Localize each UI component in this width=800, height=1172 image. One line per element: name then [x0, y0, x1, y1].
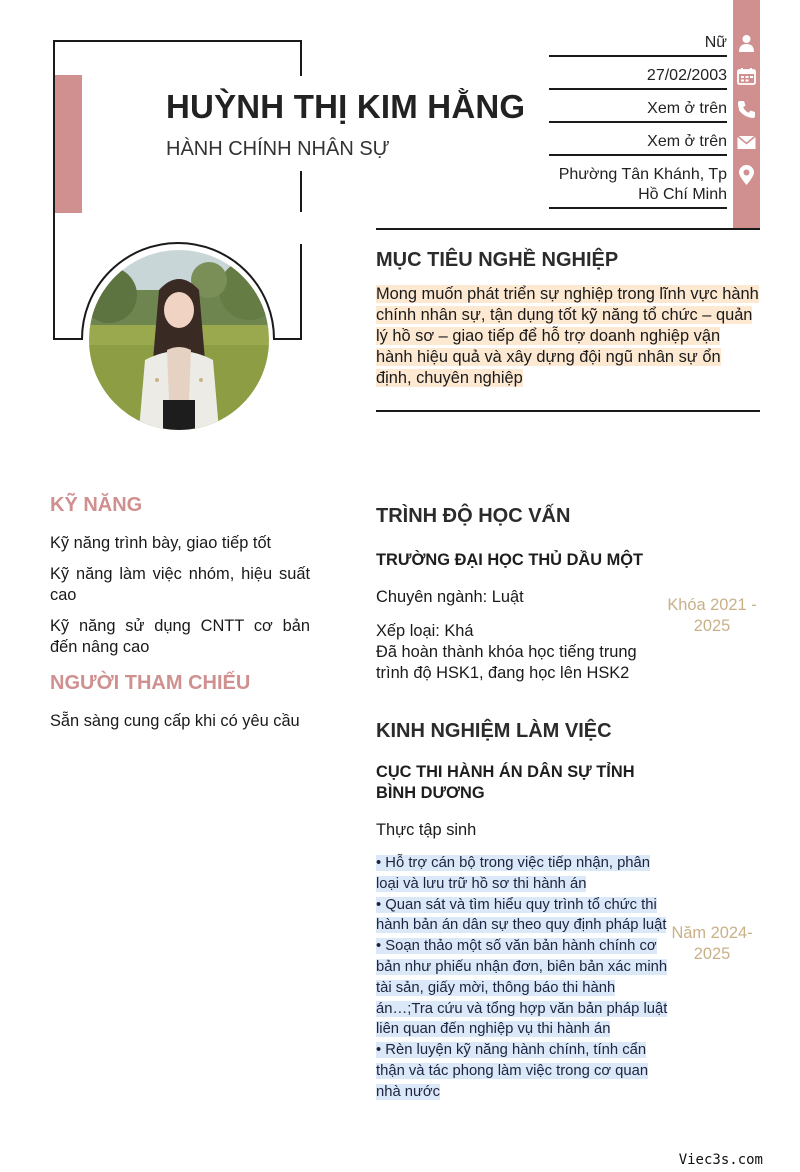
skill-item: Kỹ năng làm việc nhóm, hiệu suất cao — [50, 565, 310, 604]
objective-top-divider — [376, 228, 760, 230]
objective-bottom-divider — [376, 410, 760, 412]
experience-title: KINH NGHIỆM LÀM VIỆC — [376, 720, 612, 742]
references-text: Sẵn sàng cung cấp khi có yêu cầu — [50, 712, 300, 730]
duty-item: • Rèn luyện kỹ năng hành chính, tính cẩn thận và tác phong làm việc trong cơ quan nhà nước — [376, 1042, 649, 1100]
education-note: Đã hoàn thành khóa học tiếng trung trình độ HSK1, đang học lên HSK2 — [376, 643, 637, 682]
school-name: TRƯỜNG ĐẠI HỌC THỦ DẦU MỘT — [376, 551, 644, 569]
experience-period: Năm 2024-2025 — [671, 924, 753, 963]
skill-item: Kỹ năng trình bày, giao tiếp tốt — [50, 534, 272, 552]
phone-icon — [736, 99, 757, 120]
gender-value: Nữ — [549, 33, 727, 57]
objective-text: Mong muốn phát triển sự nghiệp trong lĩnh vực hành chính nhân sự, tận dụng tốt kỹ năng tổ chức – quản lý hồ sơ – giao tiếp để hỗ trợ doanh nghiệp vận hành hiệu quả và xây dựng đội ngũ nhân sự ổn định, chuyên nghiệp — [376, 285, 759, 387]
email-value: Xem ở trên — [549, 132, 727, 156]
location-pin-icon — [736, 165, 757, 186]
skill-item: Kỹ năng sử dụng CNTT cơ bản đến nâng cao — [50, 617, 310, 656]
avatar — [89, 250, 269, 430]
education-title: TRÌNH ĐỘ HỌC VẤN — [376, 505, 571, 527]
duty-item: • Soạn thảo một số văn bản hành chính cơ bản như phiếu nhận đơn, biên bản xác minh tài sản, giấy mời, thông báo thi hành án…;Tra cứu và tổng hợp văn bản pháp luật liên quan đến nghiệp vụ thi hành án — [376, 938, 668, 1038]
objective-title: MỤC TIÊU NGHỀ NGHIỆP — [376, 249, 619, 271]
address-value — [549, 165, 727, 209]
education-major: Chuyên ngành: Luật — [376, 588, 524, 606]
company-name: CỤC THI HÀNH ÁN DÂN SỰ TỈNH BÌNH DƯƠNG — [376, 763, 635, 802]
mail-icon — [736, 132, 757, 153]
experience-role: Thực tập sinh — [376, 821, 477, 839]
references-title: NGƯỜI THAM CHIẾU — [50, 672, 251, 694]
duty-item: • Hỗ trợ cán bộ trong việc tiếp nhận, phân loại và lưu trữ hồ sơ thi hành án — [376, 855, 650, 892]
watermark: Viec3s.com — [678, 1152, 763, 1168]
birthday-value: 27/02/2003 — [549, 66, 727, 90]
skills-title: KỸ NĂNG — [50, 494, 143, 516]
person-icon — [736, 33, 757, 54]
education-period: Khóa 2021 - 2025 — [667, 596, 757, 635]
education-grade: Xếp loại: Khá — [376, 622, 474, 640]
name-box — [150, 76, 530, 171]
candidate-name: HUỲNH THỊ KIM HẰNG — [166, 88, 526, 125]
duty-item: • Quan sát và tìm hiểu quy trình tổ chức thi hành bản án dân sự theo quy định pháp luật — [376, 896, 667, 934]
address-line-1: Phường Tân Khánh, Tp — [558, 166, 727, 183]
calendar-icon — [736, 66, 757, 87]
experience-duties — [376, 853, 668, 1103]
address-line-2: Hồ Chí Minh — [638, 186, 727, 203]
candidate-position: HÀNH CHÍNH NHÂN SỰ — [166, 138, 390, 160]
phone-value: Xem ở trên — [549, 99, 727, 123]
accent-bar — [55, 75, 82, 213]
